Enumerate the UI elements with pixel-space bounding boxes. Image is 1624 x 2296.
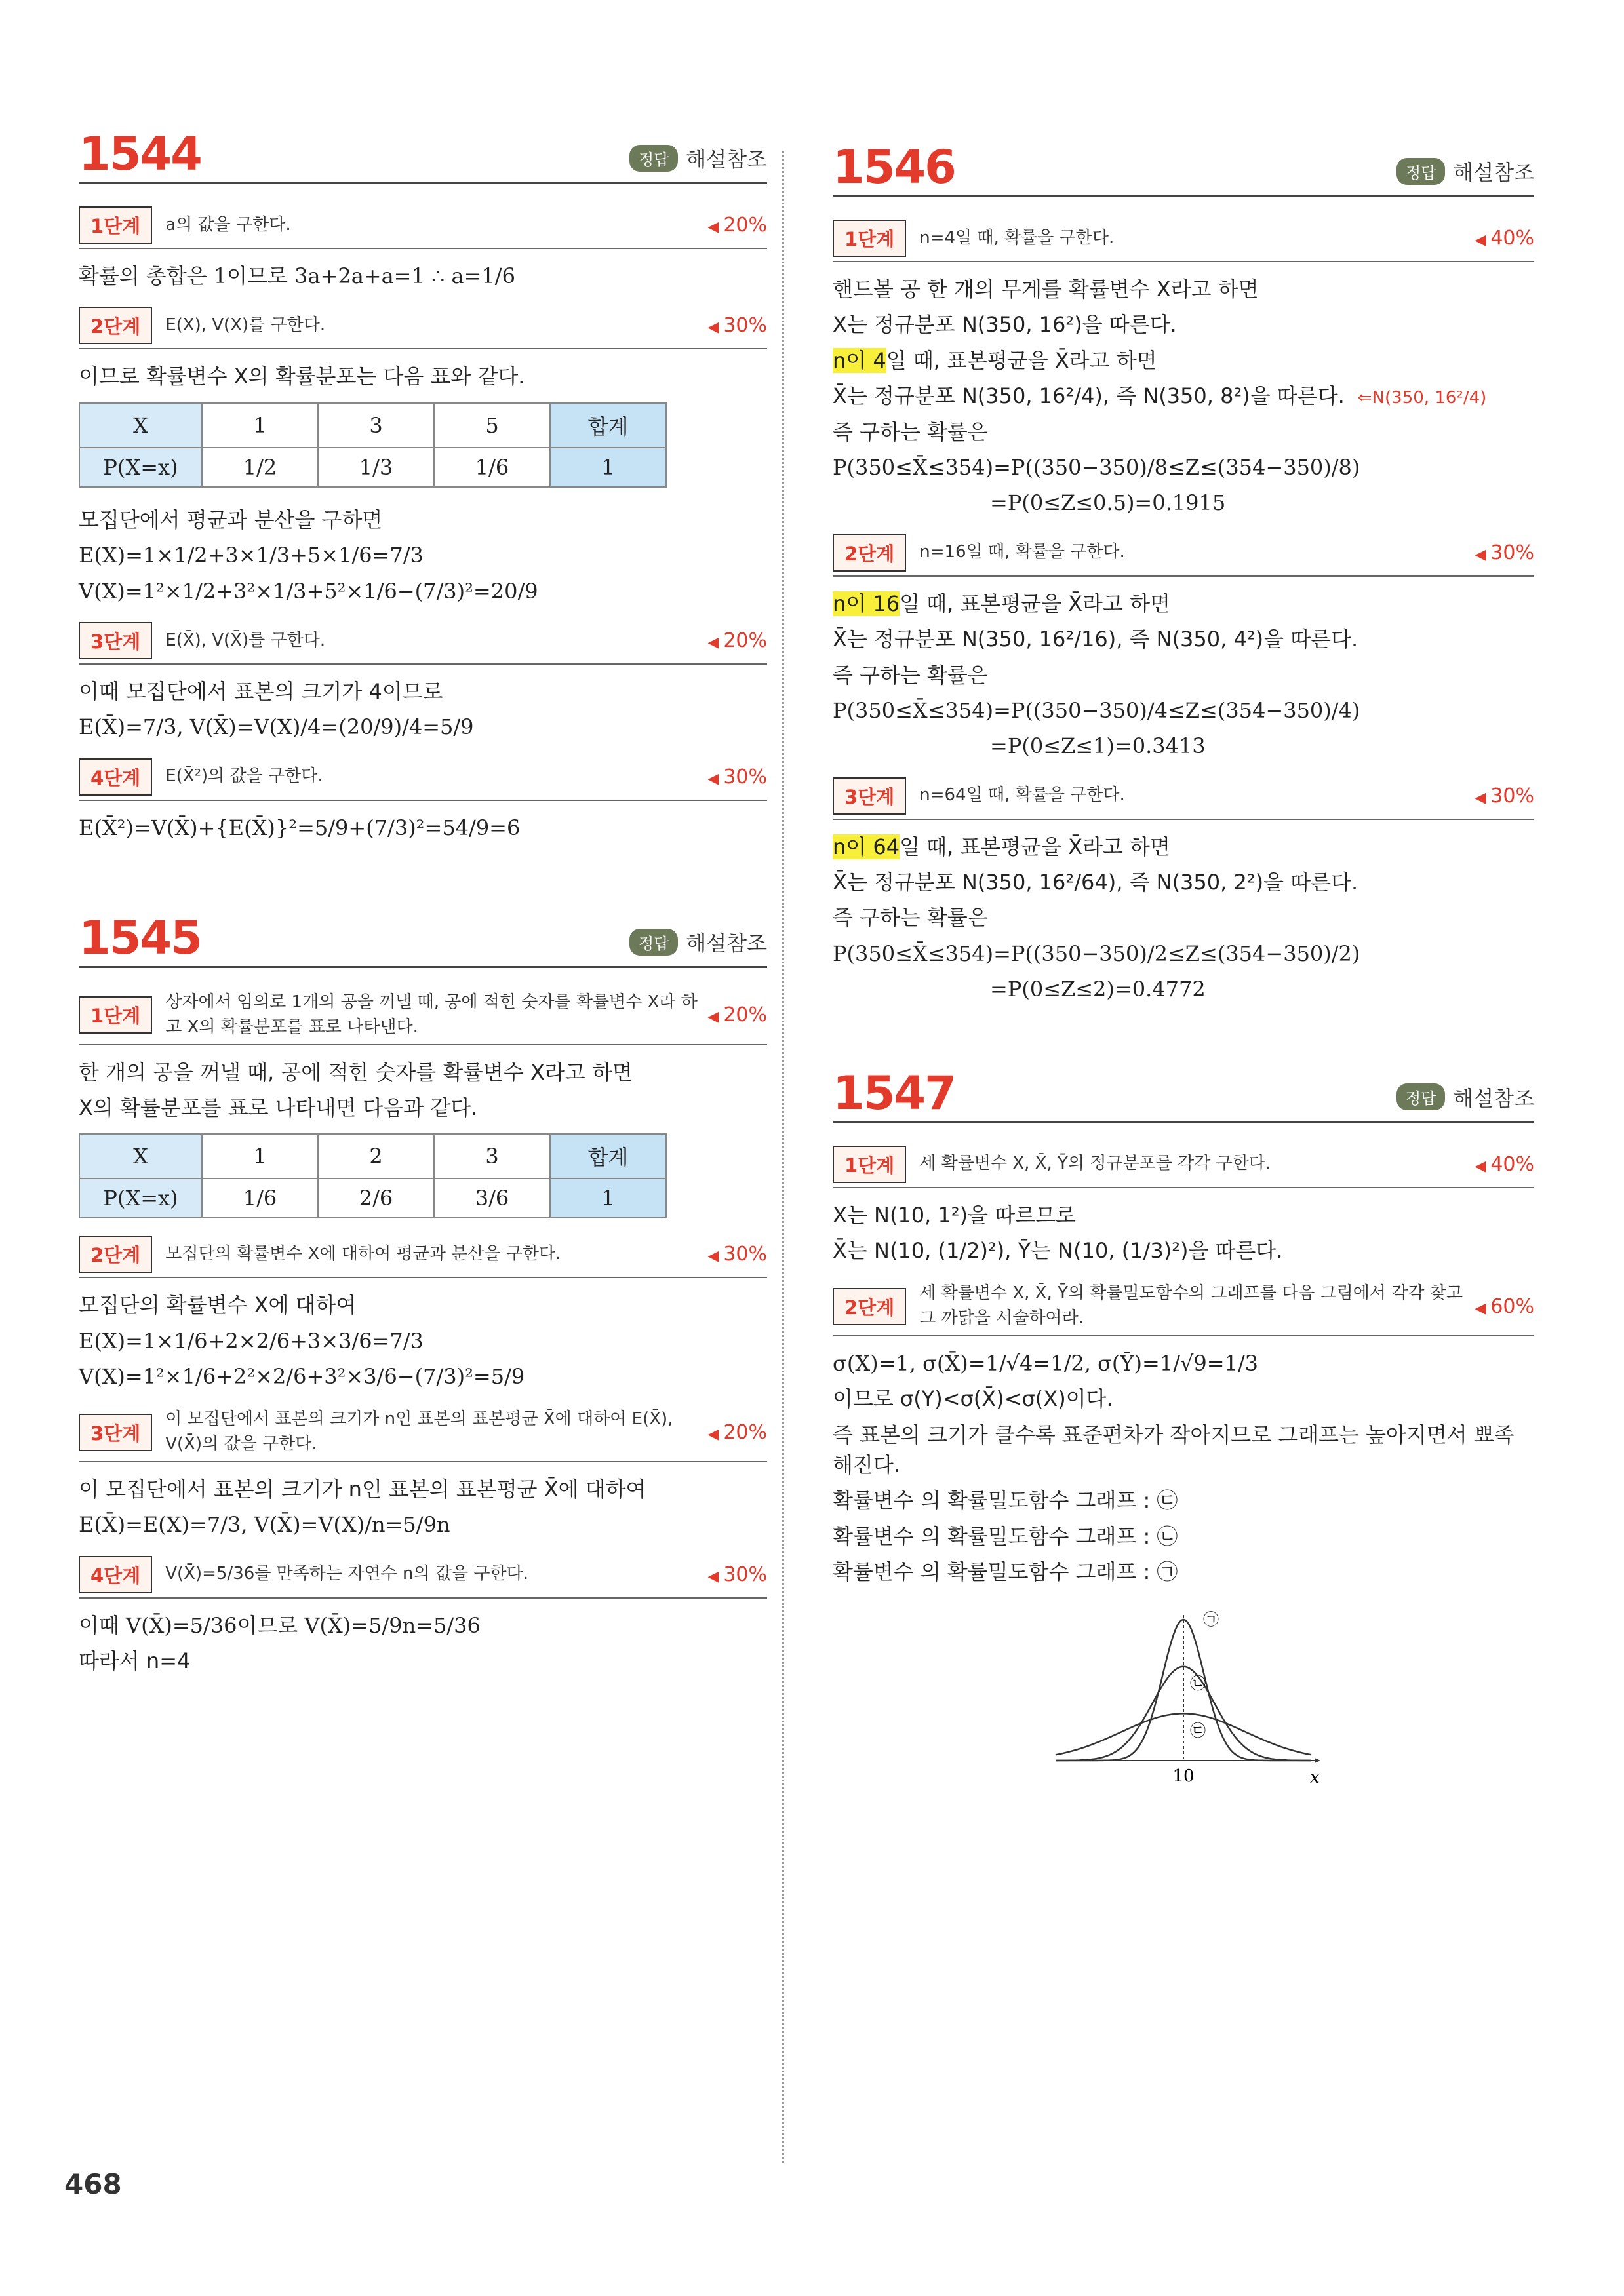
- solution-line: V(X)=1²×1/2+3²×1/3+5²×1/6−(7/3)²=20/9: [79, 578, 538, 604]
- problem-header: [833, 1066, 1534, 1123]
- step-label: 1단계: [833, 1146, 906, 1183]
- x-tick-label: 10: [1172, 1766, 1195, 1786]
- solution-line: 즉 구하는 확률은: [833, 905, 988, 931]
- solution-line: [833, 345, 1534, 376]
- step-percent: ◀ 30%: [707, 1563, 767, 1586]
- step-label: 1단계: [79, 996, 152, 1034]
- step-2: [79, 307, 767, 349]
- solution-line: 확률변수 의 확률밀도함수 그래프 : ㉡: [833, 1523, 1178, 1549]
- page-number: 468: [64, 2168, 122, 2200]
- step-percent: ◀ 30%: [1475, 785, 1534, 807]
- solution-line: X̄는 N(10, (1/2)²), Ȳ는 N(10, (1/3)²)을 따른다.: [833, 1238, 1283, 1264]
- problem-number: 1544: [79, 127, 201, 181]
- x-axis-label: x: [1310, 1767, 1320, 1787]
- problem-header: [79, 127, 767, 184]
- step-description: 모집단의 확률변수 X에 대하여 평균과 분산을 구한다.: [165, 1243, 561, 1264]
- step-description: a의 값을 구한다.: [165, 214, 291, 235]
- solution-line: 확률변수 의 확률밀도함수 그래프 : ㉠: [833, 1559, 1178, 1585]
- solution-line: 이때 V(X̄)=5/36이므로 V(X̄)=5/9n=5/36: [79, 1612, 481, 1638]
- table-header: 합계: [550, 1134, 666, 1178]
- solution-line: [833, 381, 1534, 411]
- step-percent: ◀ 30%: [707, 766, 767, 788]
- table-row-label: P(X=x): [79, 448, 202, 487]
- table-row-label: P(X=x): [79, 1178, 202, 1218]
- answer-text: 해설참조: [686, 931, 767, 956]
- problem-header: [833, 140, 1534, 197]
- table-header: 2: [318, 1134, 434, 1178]
- table-header: 5: [434, 403, 550, 448]
- step-label: 3단계: [79, 622, 152, 659]
- answer-label: [1396, 1082, 1534, 1116]
- density-curves-svg: [1049, 1603, 1324, 1793]
- table-cell: 1: [550, 448, 666, 487]
- solution-line: 이므로 σ(Y)<σ(X̄)<σ(X)이다.: [833, 1386, 1113, 1412]
- solution-line: P(350≤X̄≤354)=P((350−350)/4≤Z≤(354−350)/4): [833, 697, 1360, 723]
- table-header: X: [79, 403, 202, 448]
- step-1: [79, 206, 767, 249]
- text: 일 때, 표본평균을 X̄라고 하면: [886, 347, 1157, 373]
- problem-number: 1546: [833, 140, 955, 194]
- step-percent: ◀ 30%: [707, 1243, 767, 1266]
- step-2: [79, 1236, 767, 1278]
- step-description: n=64일 때, 확률을 구한다.: [919, 785, 1125, 806]
- solution-line: [833, 832, 1534, 862]
- table-header: X: [79, 1134, 202, 1178]
- step-label: 1단계: [79, 206, 152, 244]
- solution-line: 핸드볼 공 한 개의 무게를 확률변수 X라고 하면: [833, 277, 1259, 302]
- step-percent: ◀ 30%: [707, 314, 767, 337]
- problem-1544: [79, 127, 767, 843]
- solution-line: σ(X)=1, σ(X̄)=1/√4=1/2, σ(Ȳ)=1/√9=1/3: [833, 1350, 1259, 1376]
- step-2: [833, 534, 1534, 577]
- curve-label: ㉢: [1190, 1721, 1206, 1740]
- solution-line: P(350≤X̄≤354)=P((350−350)/2≤Z≤(354−350)/2): [833, 941, 1360, 966]
- solution-line: X̄는 정규분포 N(350, 16²/64), 즉 N(350, 2²)을 따른다.: [833, 870, 1358, 895]
- step-description: E(X̄²)의 값을 구한다.: [165, 766, 323, 787]
- step-3: [833, 777, 1534, 820]
- side-note: ⇐N(350, 16²/4): [1357, 388, 1487, 408]
- solution-line: E(X)=1×1/2+3×1/3+5×1/6=7/3: [79, 543, 424, 568]
- step-percent: ◀ 20%: [707, 1003, 767, 1026]
- answer-badge: 정답: [629, 145, 678, 172]
- density-graph: [1049, 1603, 1534, 1796]
- solution-line: 모집단의 확률변수 X에 대하여: [79, 1293, 357, 1318]
- table-cell: 1/6: [434, 448, 550, 487]
- answer-text: 해설참조: [1453, 160, 1534, 185]
- step-label: 4단계: [79, 1556, 152, 1593]
- step-description: 세 확률변수 X, X̄, Ȳ의 확률밀도함수의 그래프를 다음 그림에서 각각 찾고 그 까닭을 서술하여라.: [919, 1283, 1463, 1329]
- table-cell: 1/6: [202, 1178, 318, 1218]
- answer-text: 해설참조: [686, 147, 767, 172]
- step-label: 3단계: [79, 1414, 152, 1451]
- step-description: V(X̄)=5/36를 만족하는 자연수 n의 값을 구한다.: [165, 1564, 528, 1584]
- solution-line: 이므로 확률변수 X의 확률분포는 다음 표와 같다.: [79, 364, 525, 389]
- table-cell: 1/2: [202, 448, 318, 487]
- step-description: n=16일 때, 확률을 구한다.: [919, 542, 1125, 562]
- step-percent: ◀ 40%: [1475, 1153, 1534, 1176]
- solution-line: X는 N(10, 1²)을 따르므로: [833, 1202, 1076, 1228]
- x-axis-arrow: [1315, 1758, 1320, 1763]
- solution-line: 한 개의 공을 꺼낼 때, 공에 적힌 숫자를 확률변수 X라고 하면: [79, 1059, 633, 1085]
- solution-line: 따라서 n=4: [79, 1648, 191, 1673]
- solution-line: =P(0≤Z≤0.5)=0.1915: [990, 490, 1226, 516]
- step-4: [79, 1556, 767, 1599]
- solution-line: E(X)=1×1/6+2×2/6+3×3/6=7/3: [79, 1328, 424, 1353]
- table-header: 1: [202, 1134, 318, 1178]
- step-percent: ◀ 20%: [707, 629, 767, 652]
- text: 일 때, 표본평균을 X̄라고 하면: [900, 834, 1170, 859]
- solution-line: 즉 구하는 확률은: [833, 662, 988, 688]
- step-3: [79, 622, 767, 665]
- left-column: [79, 127, 767, 1681]
- step-description: E(X̄), V(X̄)를 구한다.: [165, 630, 326, 650]
- solution-line: 확률변수 의 확률밀도함수 그래프 : ㉢: [833, 1488, 1178, 1513]
- table-cell: 1: [550, 1178, 666, 1218]
- table-header: 1: [202, 403, 318, 448]
- table-cell: 2/6: [318, 1178, 434, 1218]
- curve-label: ㉠: [1203, 1610, 1219, 1629]
- step-percent: ◀ 30%: [1475, 541, 1534, 564]
- solution-line: E(X̄)=7/3, V(X̄)=V(X)/4=(20/9)/4=5/9: [79, 714, 474, 740]
- answer-badge: 정답: [1396, 158, 1445, 185]
- solution-line: X는 정규분포 N(350, 16²)을 따른다.: [833, 312, 1177, 338]
- text: X̄는 정규분포 N(350, 16²/4), 즉 N(350, 8²)을 따른다.: [833, 383, 1345, 409]
- step-description: 세 확률변수 X, X̄, Ȳ의 정규분포를 각각 구한다.: [919, 1154, 1271, 1174]
- highlight: n이 16: [833, 591, 900, 616]
- problem-header: [79, 911, 767, 968]
- step-3: [79, 1407, 767, 1462]
- distribution-table: [79, 1133, 667, 1218]
- distribution-table: [79, 402, 667, 488]
- step-percent: ◀ 40%: [1475, 227, 1534, 250]
- step-label: 4단계: [79, 758, 152, 796]
- highlight: n이 4: [833, 347, 886, 373]
- step-1: [833, 220, 1534, 262]
- step-label: 2단계: [79, 1236, 152, 1273]
- answer-label: [1396, 156, 1534, 190]
- table-header: 3: [318, 403, 434, 448]
- step-label: 3단계: [833, 777, 906, 815]
- step-1: [79, 990, 767, 1045]
- solution-line: V(X)=1²×1/6+2²×2/6+3²×3/6−(7/3)²=5/9: [79, 1364, 525, 1390]
- step-percent: ◀ 60%: [1475, 1295, 1534, 1318]
- answer-badge: 정답: [1396, 1083, 1445, 1110]
- highlight: n이 64: [833, 834, 900, 859]
- problem-number: 1547: [833, 1066, 955, 1120]
- solution-line: 모집단에서 평균과 분산을 구하면: [79, 507, 383, 532]
- step-description: n=4일 때, 확률을 구한다.: [919, 227, 1115, 248]
- problem-1547: [833, 1066, 1534, 1796]
- step-description: 이 모집단에서 표본의 크기가 n인 표본의 표본평균 X̄에 대하여 E(X̄), V(X̄)의 값을 구한다.: [165, 1409, 673, 1454]
- solution-line: P(350≤X̄≤354)=P((350−350)/8≤Z≤(354−350)/8): [833, 454, 1360, 480]
- solution-line: [833, 589, 1534, 619]
- solution-line: 이 모집단에서 표본의 크기가 n인 표본의 표본평균 X̄에 대하여: [79, 1476, 646, 1502]
- answer-text: 해설참조: [1453, 1085, 1534, 1111]
- solution-line: 이때 모집단에서 표본의 크기가 4이므로: [79, 678, 443, 704]
- step-2: [833, 1281, 1534, 1336]
- problem-1545: [79, 911, 767, 1676]
- step-percent: ◀ 20%: [707, 1421, 767, 1444]
- step-percent: ◀ 20%: [707, 214, 767, 237]
- solution-line: X의 확률분포를 표로 나타내면 다음과 같다.: [79, 1095, 478, 1120]
- table-header: 3: [434, 1134, 550, 1178]
- table-cell: 3/6: [434, 1178, 550, 1218]
- solution-line: =P(0≤Z≤2)=0.4772: [990, 977, 1206, 1002]
- solution-line: =P(0≤Z≤1)=0.3413: [990, 733, 1206, 759]
- solution-line: E(X̄²)=V(X̄)+{E(X̄)}²=5/9+(7/3)²=54/9=6: [79, 815, 521, 840]
- right-column: [833, 140, 1534, 1796]
- solution-line: 즉 표본의 크기가 클수록 표준편차가 작아지므로 그래프는 높아지면서 뾰족해진다.: [833, 1422, 1515, 1477]
- answer-label: [629, 143, 767, 177]
- problem-1546: [833, 140, 1534, 1005]
- problem-number: 1545: [79, 911, 201, 965]
- curve-label: ㉡: [1190, 1674, 1206, 1693]
- step-label: 2단계: [79, 307, 152, 344]
- text: 일 때, 표본평균을 X̄라고 하면: [900, 591, 1170, 616]
- solution-line: X̄는 정규분포 N(350, 16²/16), 즉 N(350, 4²)을 따른다.: [833, 627, 1358, 652]
- solution-line: E(X̄)=E(X)=7/3, V(X̄)=V(X)/n=5/9n: [79, 1512, 450, 1538]
- answer-label: [629, 927, 767, 961]
- step-label: 1단계: [833, 220, 906, 257]
- step-description: E(X), V(X)를 구한다.: [165, 315, 326, 336]
- step-description: 상자에서 임의로 1개의 공을 꺼낼 때, 공에 적힌 숫자를 확률변수 X라 하고 X의 확률분포를 표로 나타낸다.: [165, 992, 698, 1037]
- table-cell: 1/3: [318, 448, 434, 487]
- table-header: 합계: [550, 403, 666, 448]
- column-divider: [782, 151, 784, 2163]
- step-1: [833, 1146, 1534, 1188]
- step-label: 2단계: [833, 534, 906, 572]
- answer-badge: 정답: [629, 929, 678, 956]
- step-label: 2단계: [833, 1288, 906, 1325]
- solution-line: 즉 구하는 확률은: [833, 419, 988, 444]
- solution-line: 확률의 총합은 1이므로 3a+2a+a=1 ∴ a=1/6: [79, 263, 515, 288]
- step-4: [79, 758, 767, 801]
